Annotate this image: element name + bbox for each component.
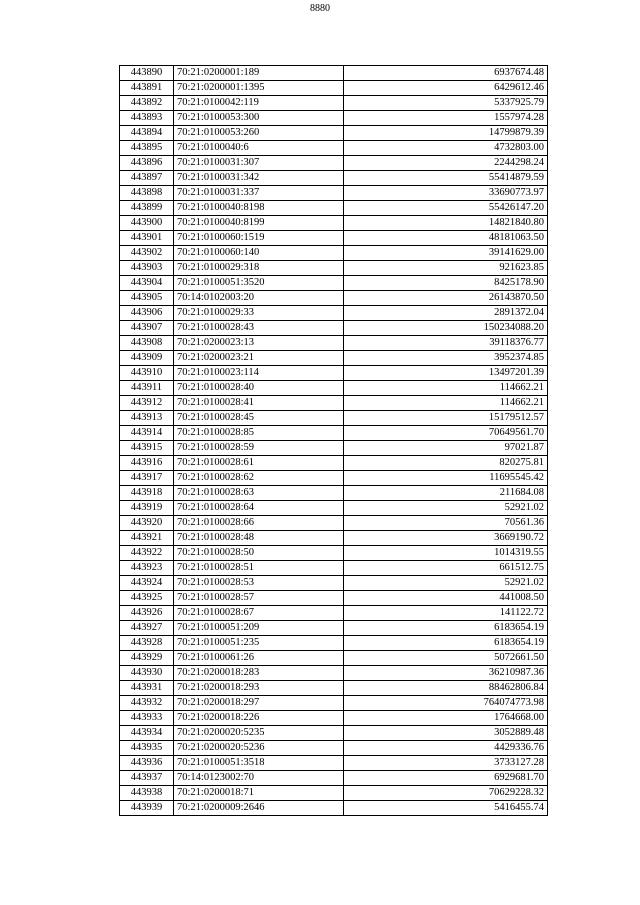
row-number-cell: 443894 xyxy=(120,126,174,141)
table-row xyxy=(120,306,548,321)
value-cell: 13497201.39 xyxy=(344,366,548,381)
row-number-cell: 443903 xyxy=(120,261,174,276)
value-cell: 3052889.48 xyxy=(344,726,548,741)
cadastral-number-cell: 70:21:0100028:63 xyxy=(174,486,344,501)
row-number-cell: 443911 xyxy=(120,381,174,396)
cadastral-number-cell: 70:21:0100028:50 xyxy=(174,546,344,561)
value-cell: 3952374.85 xyxy=(344,351,548,366)
value-cell: 5337925.79 xyxy=(344,96,548,111)
value-cell: 921623.85 xyxy=(344,261,548,276)
value-cell: 1764668.00 xyxy=(344,711,548,726)
table-row xyxy=(120,141,548,156)
value-cell: 441008.50 xyxy=(344,591,548,606)
row-number-cell: 443910 xyxy=(120,366,174,381)
cadastral-number-cell: 70:21:0100051:3520 xyxy=(174,276,344,291)
table-row xyxy=(120,726,548,741)
cadastral-number-cell: 70:21:0100028:85 xyxy=(174,426,344,441)
value-cell: 141122.72 xyxy=(344,606,548,621)
cadastral-number-cell: 70:14:0102003:20 xyxy=(174,291,344,306)
row-number-cell: 443890 xyxy=(120,66,174,81)
row-number-cell: 443917 xyxy=(120,471,174,486)
row-number-cell: 443933 xyxy=(120,711,174,726)
cadastral-number-cell: 70:21:0100028:51 xyxy=(174,561,344,576)
value-cell: 11695545.42 xyxy=(344,471,548,486)
row-number-cell: 443893 xyxy=(120,111,174,126)
table-row xyxy=(120,246,548,261)
row-number-cell: 443931 xyxy=(120,681,174,696)
value-cell: 33690773.97 xyxy=(344,186,548,201)
table-row xyxy=(120,516,548,531)
row-number-cell: 443920 xyxy=(120,516,174,531)
table-row xyxy=(120,531,548,546)
table-row xyxy=(120,756,548,771)
cadastral-value-table xyxy=(119,65,548,816)
row-number-cell: 443929 xyxy=(120,651,174,666)
value-cell: 211684.08 xyxy=(344,486,548,501)
table-row xyxy=(120,96,548,111)
value-cell: 70629228.32 xyxy=(344,786,548,801)
cadastral-number-cell: 70:21:0100028:41 xyxy=(174,396,344,411)
table-row xyxy=(120,126,548,141)
row-number-cell: 443923 xyxy=(120,561,174,576)
row-number-cell: 443902 xyxy=(120,246,174,261)
row-number-cell: 443915 xyxy=(120,441,174,456)
cadastral-number-cell: 70:21:0100040:8199 xyxy=(174,216,344,231)
cadastral-number-cell: 70:21:0100053:300 xyxy=(174,111,344,126)
row-number-cell: 443909 xyxy=(120,351,174,366)
table-row xyxy=(120,231,548,246)
cadastral-number-cell: 70:21:0100053:260 xyxy=(174,126,344,141)
cadastral-number-cell: 70:21:0100028:67 xyxy=(174,606,344,621)
table-row xyxy=(120,651,548,666)
value-cell: 15179512.57 xyxy=(344,411,548,426)
value-cell: 70561.36 xyxy=(344,516,548,531)
row-number-cell: 443916 xyxy=(120,456,174,471)
row-number-cell: 443908 xyxy=(120,336,174,351)
table-row xyxy=(120,561,548,576)
cadastral-number-cell: 70:21:0200018:293 xyxy=(174,681,344,696)
table-row xyxy=(120,501,548,516)
cadastral-number-cell: 70:21:0100040:6 xyxy=(174,141,344,156)
row-number-cell: 443930 xyxy=(120,666,174,681)
table-row xyxy=(120,336,548,351)
cadastral-number-cell: 70:21:0100029:318 xyxy=(174,261,344,276)
cadastral-number-cell: 70:21:0100028:45 xyxy=(174,411,344,426)
value-cell: 36210987.36 xyxy=(344,666,548,681)
row-number-cell: 443927 xyxy=(120,621,174,636)
cadastral-number-cell: 70:14:0123002:70 xyxy=(174,771,344,786)
value-cell: 6429612.46 xyxy=(344,81,548,96)
table-row xyxy=(120,576,548,591)
row-number-cell: 443897 xyxy=(120,171,174,186)
row-number-cell: 443899 xyxy=(120,201,174,216)
value-cell: 114662.21 xyxy=(344,396,548,411)
value-cell: 661512.75 xyxy=(344,561,548,576)
value-cell: 6183654.19 xyxy=(344,621,548,636)
row-number-cell: 443935 xyxy=(120,741,174,756)
table-row xyxy=(120,411,548,426)
cadastral-number-cell: 70:21:0200018:283 xyxy=(174,666,344,681)
row-number-cell: 443912 xyxy=(120,396,174,411)
row-number-cell: 443934 xyxy=(120,726,174,741)
value-cell: 2244298.24 xyxy=(344,156,548,171)
cadastral-number-cell: 70:21:0200001:189 xyxy=(174,66,344,81)
value-cell: 52921.02 xyxy=(344,501,548,516)
table-row xyxy=(120,471,548,486)
row-number-cell: 443891 xyxy=(120,81,174,96)
value-cell: 114662.21 xyxy=(344,381,548,396)
row-number-cell: 443895 xyxy=(120,141,174,156)
value-cell: 4732803.00 xyxy=(344,141,548,156)
table-row xyxy=(120,441,548,456)
table-row xyxy=(120,741,548,756)
row-number-cell: 443921 xyxy=(120,531,174,546)
table-row xyxy=(120,261,548,276)
cadastral-number-cell: 70:21:0100042:119 xyxy=(174,96,344,111)
table-row xyxy=(120,456,548,471)
value-cell: 55414879.59 xyxy=(344,171,548,186)
value-cell: 52921.02 xyxy=(344,576,548,591)
table-row xyxy=(120,636,548,651)
row-number-cell: 443906 xyxy=(120,306,174,321)
row-number-cell: 443939 xyxy=(120,801,174,816)
value-cell: 2891372.04 xyxy=(344,306,548,321)
table-row xyxy=(120,366,548,381)
table-row xyxy=(120,351,548,366)
cadastral-number-cell: 70:21:0100031:337 xyxy=(174,186,344,201)
value-cell: 3733127.28 xyxy=(344,756,548,771)
value-cell: 5072661.50 xyxy=(344,651,548,666)
row-number-cell: 443919 xyxy=(120,501,174,516)
cadastral-number-cell: 70:21:0100028:64 xyxy=(174,501,344,516)
cadastral-number-cell: 70:21:0200018:71 xyxy=(174,786,344,801)
table-row xyxy=(120,216,548,231)
row-number-cell: 443914 xyxy=(120,426,174,441)
value-cell: 88462806.84 xyxy=(344,681,548,696)
table-row xyxy=(120,396,548,411)
row-number-cell: 443905 xyxy=(120,291,174,306)
value-cell: 1014319.55 xyxy=(344,546,548,561)
value-cell: 39118376.77 xyxy=(344,336,548,351)
table-row xyxy=(120,81,548,96)
cadastral-number-cell: 70:21:0100040:8198 xyxy=(174,201,344,216)
table-row xyxy=(120,426,548,441)
cadastral-number-cell: 70:21:0100028:61 xyxy=(174,456,344,471)
table-row xyxy=(120,156,548,171)
table-row xyxy=(120,201,548,216)
cadastral-number-cell: 70:21:0100031:342 xyxy=(174,171,344,186)
cadastral-number-cell: 70:21:0200001:1395 xyxy=(174,81,344,96)
table-body xyxy=(120,66,548,816)
cadastral-number-cell: 70:21:0100028:48 xyxy=(174,531,344,546)
value-cell: 820275.81 xyxy=(344,456,548,471)
value-cell: 48181063.50 xyxy=(344,231,548,246)
cadastral-number-cell: 70:21:0100031:307 xyxy=(174,156,344,171)
cadastral-number-cell: 70:21:0100029:33 xyxy=(174,306,344,321)
row-number-cell: 443904 xyxy=(120,276,174,291)
row-number-cell: 443925 xyxy=(120,591,174,606)
value-cell: 26143870.50 xyxy=(344,291,548,306)
value-cell: 14821840.80 xyxy=(344,216,548,231)
row-number-cell: 443896 xyxy=(120,156,174,171)
table-row xyxy=(120,276,548,291)
table-row xyxy=(120,546,548,561)
value-cell: 39141629.00 xyxy=(344,246,548,261)
table-row xyxy=(120,696,548,711)
row-number-cell: 443932 xyxy=(120,696,174,711)
cadastral-number-cell: 70:21:0200009:2646 xyxy=(174,801,344,816)
row-number-cell: 443926 xyxy=(120,606,174,621)
row-number-cell: 443898 xyxy=(120,186,174,201)
row-number-cell: 443918 xyxy=(120,486,174,501)
table-row xyxy=(120,621,548,636)
value-cell: 4429336.76 xyxy=(344,741,548,756)
table-row xyxy=(120,786,548,801)
table-row xyxy=(120,186,548,201)
cadastral-number-cell: 70:21:0100051:235 xyxy=(174,636,344,651)
cadastral-number-cell: 70:21:0100051:3518 xyxy=(174,756,344,771)
page-number: 8880 xyxy=(310,3,330,14)
value-cell: 6929681.70 xyxy=(344,771,548,786)
value-cell: 3669190.72 xyxy=(344,531,548,546)
cadastral-number-cell: 70:21:0100060:1519 xyxy=(174,231,344,246)
value-cell: 6183654.19 xyxy=(344,636,548,651)
table-row xyxy=(120,171,548,186)
table-row xyxy=(120,321,548,336)
row-number-cell: 443901 xyxy=(120,231,174,246)
row-number-cell: 443924 xyxy=(120,576,174,591)
cadastral-number-cell: 70:21:0200020:5236 xyxy=(174,741,344,756)
row-number-cell: 443900 xyxy=(120,216,174,231)
table-row xyxy=(120,666,548,681)
value-cell: 97021.87 xyxy=(344,441,548,456)
row-number-cell: 443937 xyxy=(120,771,174,786)
table-row xyxy=(120,486,548,501)
cadastral-number-cell: 70:21:0200020:5235 xyxy=(174,726,344,741)
cadastral-number-cell: 70:21:0100028:43 xyxy=(174,321,344,336)
cadastral-number-cell: 70:21:0100060:140 xyxy=(174,246,344,261)
table-row xyxy=(120,771,548,786)
table-row xyxy=(120,606,548,621)
row-number-cell: 443892 xyxy=(120,96,174,111)
table-row xyxy=(120,381,548,396)
table-row xyxy=(120,681,548,696)
table-row xyxy=(120,591,548,606)
value-cell: 764074773.98 xyxy=(344,696,548,711)
value-cell: 150234088.20 xyxy=(344,321,548,336)
row-number-cell: 443928 xyxy=(120,636,174,651)
cadastral-number-cell: 70:21:0200023:13 xyxy=(174,336,344,351)
table-row xyxy=(120,801,548,816)
table-row xyxy=(120,291,548,306)
cadastral-number-cell: 70:21:0200023:21 xyxy=(174,351,344,366)
cadastral-number-cell: 70:21:0100028:53 xyxy=(174,576,344,591)
row-number-cell: 443922 xyxy=(120,546,174,561)
cadastral-number-cell: 70:21:0100051:209 xyxy=(174,621,344,636)
cadastral-number-cell: 70:21:0100028:59 xyxy=(174,441,344,456)
row-number-cell: 443913 xyxy=(120,411,174,426)
row-number-cell: 443907 xyxy=(120,321,174,336)
cadastral-number-cell: 70:21:0100023:114 xyxy=(174,366,344,381)
cadastral-number-cell: 70:21:0100028:40 xyxy=(174,381,344,396)
cadastral-number-cell: 70:21:0200018:297 xyxy=(174,696,344,711)
value-cell: 8425178.90 xyxy=(344,276,548,291)
value-cell: 14799879.39 xyxy=(344,126,548,141)
row-number-cell: 443936 xyxy=(120,756,174,771)
cadastral-number-cell: 70:21:0100028:66 xyxy=(174,516,344,531)
table-row xyxy=(120,111,548,126)
value-cell: 70649561.70 xyxy=(344,426,548,441)
cadastral-number-cell: 70:21:0200018:226 xyxy=(174,711,344,726)
table-row xyxy=(120,66,548,81)
table-row xyxy=(120,711,548,726)
row-number-cell: 443938 xyxy=(120,786,174,801)
value-cell: 1557974.28 xyxy=(344,111,548,126)
value-cell: 5416455.74 xyxy=(344,801,548,816)
cadastral-number-cell: 70:21:0100061:26 xyxy=(174,651,344,666)
cadastral-number-cell: 70:21:0100028:57 xyxy=(174,591,344,606)
value-cell: 6937674.48 xyxy=(344,66,548,81)
value-cell: 55426147.20 xyxy=(344,201,548,216)
cadastral-number-cell: 70:21:0100028:62 xyxy=(174,471,344,486)
